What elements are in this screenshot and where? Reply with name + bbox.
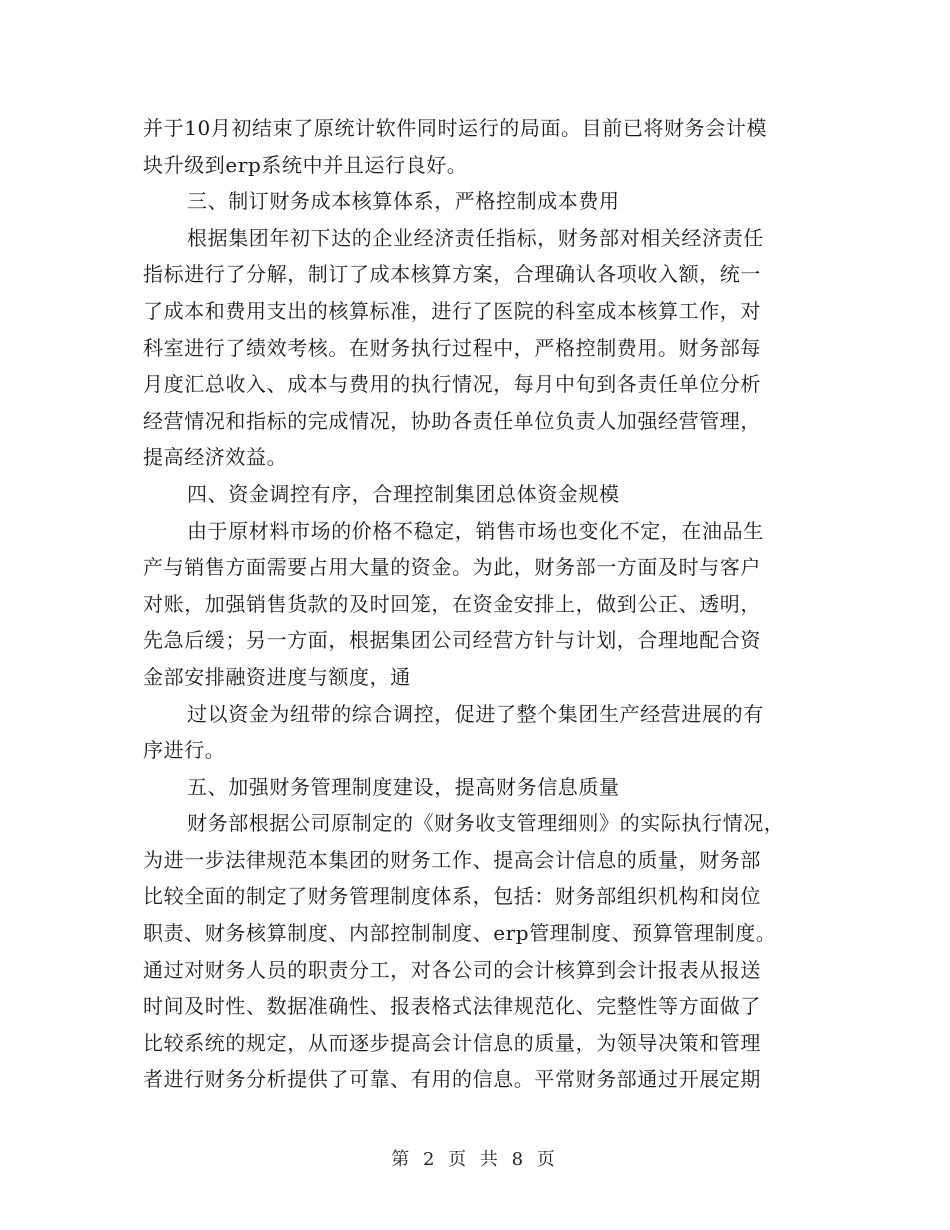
text-line: 过以资金为纽带的综合调控，促进了整个集团生产经营进展的有 xyxy=(187,701,764,726)
text-line: 月度汇总收入、成本与费用的执行情况，每月中旬到各责任单位分析 xyxy=(143,372,761,397)
text-line: 对账，加强销售货款的及时回笼，在资金安排上，做到公正、透明， xyxy=(143,591,761,616)
text-line: 块升级到erp系统中并且运行良好。 xyxy=(143,152,468,177)
text-line: 四、资金调控有序，合理控制集团总体资金规模 xyxy=(187,481,620,506)
text-line: 并于10月初结束了原统计软件同时运行的局面。目前已将财务会计模 xyxy=(143,116,768,140)
text-line: 提高经济效益。 xyxy=(143,445,288,470)
text-line: 三、制订财务成本核算体系，严格控制成本费用 xyxy=(187,189,620,214)
text-line: 五、加强财务管理制度建设，提高财务信息质量 xyxy=(187,774,620,799)
text-line: 者进行财务分析提供了可靠、有用的信息。平常财务部通过开展定期 xyxy=(143,1067,761,1092)
text-line: 比较系统的规定，从而逐步提高会计信息的质量，为领导决策和管理 xyxy=(143,1030,761,1055)
document-body xyxy=(143,110,811,1098)
text-line: 金部安排融资进度与额度，通 xyxy=(143,664,411,689)
text-line: 由于原材料市场的价格不稳定，销售市场也变化不定，在油品生 xyxy=(187,518,764,543)
text-line: 为进一步法律规范本集团的财务工作、提高会计信息的质量，财务部 xyxy=(143,847,761,872)
text-line: 产与销售方面需要占用大量的资金。为此，财务部一方面及时与客户 xyxy=(143,555,761,580)
text-line: 指标进行了分解，制订了成本核算方案，合理确认各项收入额，统一 xyxy=(143,262,761,287)
text-line: 科室进行了绩效考核。在财务执行过程中，严格控制费用。财务部每 xyxy=(143,335,761,360)
text-line: 根据集团年初下达的企业经济责任指标，财务部对相关经济责任 xyxy=(187,225,764,250)
text-line: 职责、财务核算制度、内部控制制度、erp管理制度、预算管理制度。 xyxy=(143,921,777,946)
text-line: 了成本和费用支出的核算标准，进行了医院的科室成本核算工作，对 xyxy=(143,298,761,323)
text-line: 经营情况和指标的完成情况，协助各责任单位负责人加强经营管理， xyxy=(143,408,761,433)
page-number-footer: 第 2 页 共 8 页 xyxy=(391,1149,559,1170)
text-line: 先急后缓；另一方面，根据集团公司经营方针与计划，合理地配合资 xyxy=(143,628,761,653)
text-line: 序进行。 xyxy=(143,738,226,763)
text-line: 时间及时性、数据准确性、报表格式法律规范化、完整性等方面做了 xyxy=(143,994,761,1019)
text-line: 比较全面的制定了财务管理制度体系，包括：财务部组织机构和岗位 xyxy=(143,884,761,909)
text-line: 财务部根据公司原制定的《财务收支管理细则》的实际执行情况， xyxy=(187,811,785,836)
text-line: 通过对财务人员的职责分工，对各公司的会计核算到会计报表从报送 xyxy=(143,957,761,982)
